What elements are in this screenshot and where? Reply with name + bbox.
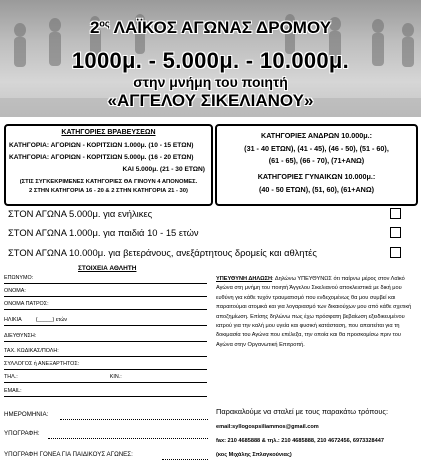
title-memory-line: στην μνήμη του ποιητή: [133, 74, 288, 90]
award-categories-heading: ΚΑΤΗΓΟΡΙΕΣ ΒΡΑΒΕΥΣΕΩΝ: [61, 129, 156, 136]
guardian-signature-field[interactable]: ΥΠΟΓΡΑΦΗ ΓΟΝΕΑ ΓΙΑ ΠΑΙΔΙΚΟΥΣ ΑΓΩΝΕΣ:: [4, 451, 133, 458]
age-categories-box: [215, 124, 418, 206]
contact-email: email:syllogospsiliammos@gmail.com: [216, 424, 319, 430]
award-note: 2 ΣΤΗΝ ΚΑΤΗΓΟΡΙΑ 16 - 20 & 2 ΣΤΗΝ ΚΑΤΗΓΟΡΙΑ 21 - 30): [29, 188, 188, 194]
award-categories-box: [4, 124, 213, 206]
award-line: ΚΑΤΗΓΟΡΙΑ: ΑΓΟΡΙΩΝ - ΚΟΡΙΤΣΙΩΝ 5.000μ. (16 - 20 ΕΤΩΝ): [9, 154, 194, 161]
contact-intro: Παρακαλούμε να σταλεί με τους παρακάτω τρόπους:: [216, 407, 389, 416]
date-field[interactable]: ΗΜΕΡΟΜΗΝΙΑ:: [4, 411, 48, 418]
award-line: ΚΑΤΗΓΟΡΙΑ: ΑΓΟΡΙΩΝ - ΚΟΡΙΤΣΙΩΝ 1.000μ. (10 - 15 ΕΤΩΝ): [9, 142, 194, 149]
race-option-5000: ΣΤΟΝ ΑΓΩΝΑ 5.000μ. για ενήλικες: [8, 208, 153, 219]
award-note: (ΣΤΙΣ ΣΥΓΚΕΚΡΙΜΕΝΕΣ ΚΑΤΗΓΟΡΙΕΣ ΘΑ ΓΙΝΟΥΝ 4 ΑΠΟΝΟΜΕΣ.: [19, 179, 198, 185]
age-field[interactable]: ΗΛΙΚΙΑ (_____) ετών: [4, 317, 67, 323]
race-1000-checkbox[interactable]: [390, 227, 401, 238]
declaration-heading: ΥΠΕΥΘΥΝΗ ΔΗΛΩΣΗ: [216, 276, 273, 282]
race-5000-checkbox[interactable]: [390, 208, 401, 219]
responsibility-declaration: [216, 275, 416, 350]
address-field[interactable]: ΔΙΕΥΘΥΝΣΗ:: [4, 333, 36, 339]
contact-fax-phone: fax: 210 4685888 & τηλ.: 210 4685888, 210 4672456, 6973328447: [216, 438, 384, 444]
race-10000-checkbox[interactable]: [390, 247, 401, 258]
men-categories-heading: ΚΑΤΗΓΟΡΙΕΣ ΑΝΔΡΩΝ 10.000μ.:: [261, 131, 372, 140]
race-option-10000: ΣΤΟΝ ΑΓΩΝΑ 10.000μ. για βετεράνους, ανεξάρτητους δρομείς και αθλητές: [8, 247, 317, 258]
men-categories-line: (61 - 65), (66 - 70), (71+ΑΝΩ): [268, 156, 365, 165]
header-banner: [0, 0, 421, 117]
men-categories-line: (31 - 40 ΕΤΩΝ), (41 - 45), (46 - 50), (51 - 60),: [244, 144, 389, 153]
title-line-1: $2^{o\varsigma}$ ΛΑΪΚΟΣ ΑΓΩΝΑΣ ΔΡΟΜΟΥ: [89, 18, 332, 37]
email-field[interactable]: EMAIL:: [4, 388, 22, 394]
club-field[interactable]: ΣΥΛΛΟΓΟΣ ή ΑΝΕΞΑΡΤΗΤΟΣ:: [4, 361, 79, 367]
phone-mobile-field[interactable]: ΤΗΛ.: ΚΙΝ.:: [4, 374, 122, 380]
race-option-1000: ΣΤΟΝ ΑΓΩΝΑ 1.000μ. για παιδιά 10 - 15 ετών: [8, 227, 199, 238]
contact-person: (κος Μιχάλης Σπλαγκούνιας): [216, 452, 292, 458]
father-name-field[interactable]: ΟΝΟΜΑ ΠΑΤΡΟΣ:: [4, 301, 49, 307]
women-categories-heading: ΚΑΤΗΓΟΡΙΕΣ ΓΥΝΑΙΚΩΝ 10.000μ.:: [257, 172, 376, 181]
title-distances: 1000μ. - 5.000μ. - 10.000μ.: [71, 48, 350, 73]
name-field[interactable]: ΟΝΟΜΑ:: [4, 288, 26, 294]
women-categories-line: (40 - 50 ΕΤΩΝ), (51, 60), (61+ΑΝΩ): [258, 185, 375, 194]
surname-field[interactable]: ΕΠΩΝΥΜΟ:: [4, 275, 33, 281]
declaration-text: : Δηλώνω ΥΠΕΥΘΥΝΩΣ ότι παίρνω μέρος στον Λαϊκό Αγώνα στη μνήμη του ποιητή Άγγελου Σικελιανού αποκλειστικά με δική μου ευθύνη για κάθε τυχόν τραυματισμό που ενδεχομένως θα μου συμβεί και παραιτούμαι ατομικά και για λογαριασμό των δικαιούχων μου από κάθε σχετική αποζημίωση. Επίσης δηλώνω πως έχω πρόσφατη βεβαίωση εξειδικευμένου ιατρού για την καλή μου υγεία και φυσική κατάσταση, που απαιτείται για τη δοκιμασία του Αγώνα που επέλεξα, την οποία και θα προσκομίσω πριν του Αγώνα στην Οργανωτική Επιτροπή.: [216, 276, 412, 348]
award-line: ΚΑΙ 5.000μ. (21 - 30 ΕΤΩΝ): [122, 166, 205, 173]
title-poet-name: «ΑΓΓΕΛΟΥ ΣΙΚΕΛΙΑΝΟΥ»: [107, 91, 314, 110]
postal-code-city-field[interactable]: ΤΑΧ. ΚΩΔΙΚΑΣ/ΠΟΛΗ:: [4, 348, 59, 354]
signature-field[interactable]: ΥΠΟΓΡΑΦΗ:: [4, 430, 40, 437]
athlete-details-heading: ΣΤΟΙΧΕΙΑ ΑΘΛΗΤΗ: [78, 265, 137, 272]
